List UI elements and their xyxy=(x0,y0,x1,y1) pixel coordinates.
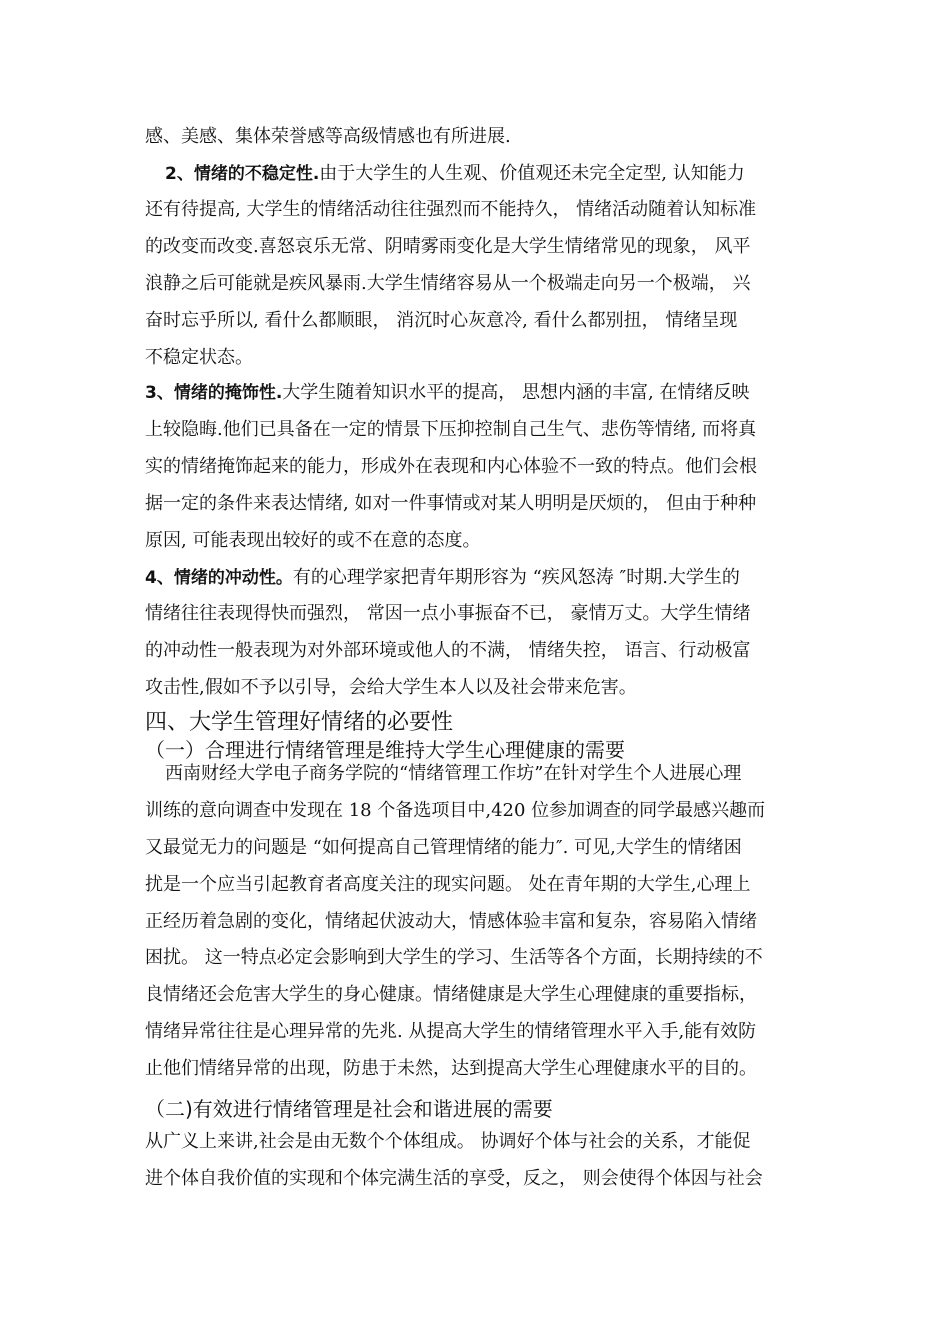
text-line: 进个体自我价值的实现和个体完满生活的享受，反之， 则会使得个体因与社会 xyxy=(145,1168,763,1189)
item-title-concealment: 3、情绪的掩饰性. xyxy=(145,383,283,403)
paragraph-line xyxy=(145,983,805,1007)
text-line: 有的心理学家把青年期形容为 “疾风怒涛 ″时期.大学生的 xyxy=(292,567,740,588)
text-line: 又最觉无力的问题是 “如何提高自己管理情绪的能力″. 可见,大学生的情绪困 xyxy=(145,837,742,858)
text-line: 困扰。 这一特点必定会影响到大学生的学习、生活等各个方面，长期持续的不 xyxy=(145,947,763,968)
paragraph-line xyxy=(145,910,805,934)
paragraph-line xyxy=(145,1130,805,1154)
text-line: 情绪异常往往是心理异常的先兆. 从提高大学生的情绪管理水平入手,能有效防 xyxy=(145,1021,757,1042)
text-line: 由于大学生的人生观、价值观还未完全定型, 认知能力 xyxy=(319,163,745,184)
paragraph-line xyxy=(145,1167,805,1191)
paragraph-line xyxy=(145,418,805,442)
paragraph-line xyxy=(145,602,805,626)
text-line: 大学生随着知识水平的提高， 思想内涵的丰富, 在情绪反映 xyxy=(282,382,750,403)
text-line: 正经历着急剧的变化，情绪起伏波动大，情感体验丰富和复杂，容易陷入情绪 xyxy=(145,911,757,932)
paragraph-line xyxy=(145,873,805,897)
text-line: 浪静之后可能就是疾风暴雨.大学生情绪容易从一个极端走向另一个极端， 兴 xyxy=(145,273,751,294)
text-line: 的冲动性一般表现为对外部环境或他人的不满， 情绪失控， 语言、行动极富 xyxy=(145,640,751,661)
text-line: 西南财经大学电子商务学院的“情绪管理工作坊”在针对学生个人进展心理 xyxy=(165,763,742,784)
paragraph-line xyxy=(145,455,805,479)
text-line: 原因, 可能表现出较好的或不在意的态度。 xyxy=(145,530,481,551)
text-line: 还有待提高, 大学生的情绪活动往往强烈而不能持久， 情绪活动随着认知标准 xyxy=(145,199,757,220)
paragraph-line xyxy=(145,381,805,405)
text-line: 攻击性,假如不予以引导，会给大学生本人以及社会带来危害。 xyxy=(145,677,637,698)
text-line: 情绪往往表现得快而强烈， 常因一点小事振奋不已， 豪情万丈。大学生情绪 xyxy=(145,603,751,624)
text-line: 实的情绪掩饰起来的能力，形成外在表现和内心体验不一致的特点。他们会根 xyxy=(145,456,757,477)
paragraph-line xyxy=(145,235,805,259)
text-line: 不稳定状态。 xyxy=(145,347,253,368)
text-line: 上较隐晦.他们已具备在一定的情景下压抑控制自己生气、悲伤等情绪, 而将真 xyxy=(145,419,757,440)
text-line: 据一定的条件来表达情绪, 如对一件事情或对某人明明是厌烦的， 但由于种种 xyxy=(145,493,757,514)
subsection-heading: （一）合理进行情绪管理是维持大学生心理健康的需要 xyxy=(145,738,625,762)
text-line: 从广义上来讲,社会是由无数个个体组成。 协调好个体与社会的关系，才能促 xyxy=(145,1131,751,1152)
text-line: 止他们情绪异常的出现，防患于未然，达到提高大学生心理健康水平的目的。 xyxy=(145,1058,757,1079)
item-title-impulsiveness: 4、情绪的冲动性。 xyxy=(145,568,293,588)
text-line: 的改变而改变.喜怒哀乐无常、阴晴雾雨变化是大学生情绪常见的现象， 风平 xyxy=(145,236,751,257)
paragraph-line xyxy=(145,1020,805,1044)
paragraph-line xyxy=(145,946,805,970)
paragraph-line xyxy=(145,198,805,222)
paragraph-line xyxy=(145,566,805,590)
subsection-heading: （二)有效进行情绪管理是社会和谐进展的需要 xyxy=(145,1097,553,1121)
paragraph-line xyxy=(145,529,805,553)
paragraph-line xyxy=(145,799,805,823)
text-line: 奋时忘乎所以, 看什么都顺眼， 消沉时心灰意冷, 看什么都别扭， 情绪呈现 xyxy=(145,310,738,331)
paragraph-line xyxy=(145,676,805,700)
text-line: 良情绪还会危害大学生的身心健康。情绪健康是大学生心理健康的重要指标， xyxy=(145,984,757,1005)
paragraph-line xyxy=(165,162,805,186)
text-line: 训练的意向调查中发现在 18 个备选项目中,420 位参加调查的同学最感兴趣而 xyxy=(145,800,766,821)
paragraph-line xyxy=(145,346,805,370)
item-title-instability: 2、情绪的不稳定性. xyxy=(165,164,320,184)
text-line: 扰是一个应当引起教育者高度关注的现实问题。 处在青年期的大学生,心理上 xyxy=(145,874,751,895)
paragraph-line xyxy=(145,309,805,333)
paragraph-line xyxy=(145,125,805,149)
paragraph-line xyxy=(145,1057,805,1081)
paragraph-line xyxy=(145,492,805,516)
text-line: 感、美感、集体荣誉感等高级情感也有所进展. xyxy=(145,126,511,147)
paragraph-line xyxy=(145,836,805,860)
paragraph-line xyxy=(145,639,805,663)
paragraph-line xyxy=(145,272,805,296)
paragraph-line xyxy=(165,762,805,786)
section-heading: 四、大学生管理好情绪的必要性 xyxy=(145,710,454,735)
